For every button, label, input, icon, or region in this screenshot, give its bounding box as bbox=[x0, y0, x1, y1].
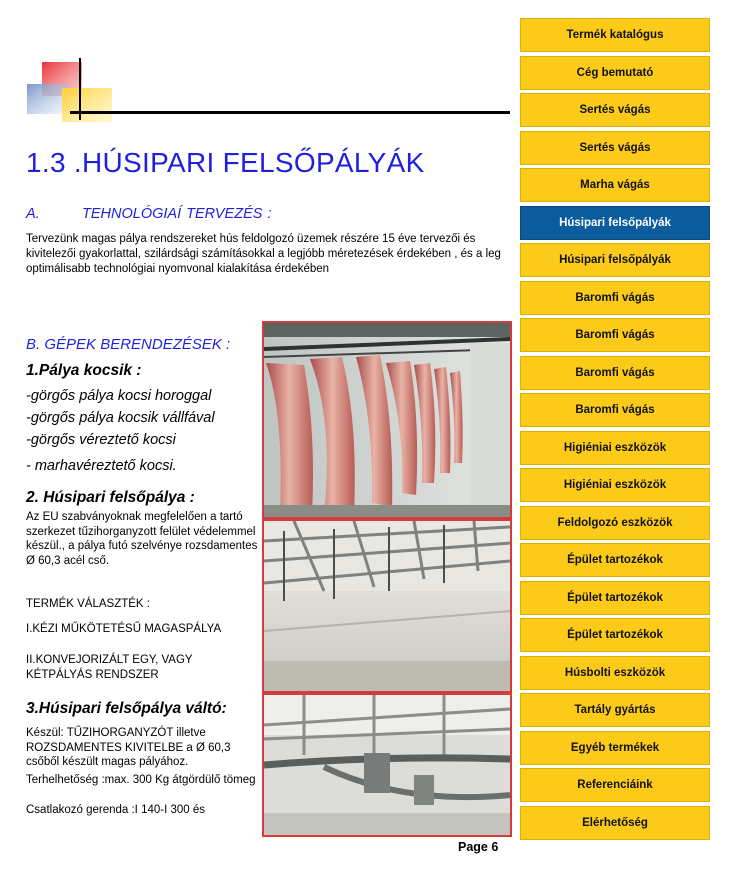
range-item-conveyor: II.KONVEJORIZÁLT EGY, VAGY KÉTPÁLYÁS RENDSZER bbox=[26, 654, 193, 681]
side-navigation bbox=[520, 18, 710, 840]
overhead-rail-text: Az EU szabványoknak megfelelően a tartó szerkezet tűzihorganyzott felület védelemmel készül., a pálya futó szelvénye rozsdamentes Ø 60,3 acél cső. bbox=[26, 511, 258, 567]
nav-item-overhead-rails[interactable]: Húsipari felsőpályák bbox=[520, 243, 710, 277]
nav-item-references[interactable]: Referenciáink bbox=[520, 768, 710, 802]
section-b-heading: B. GÉPEK BERENDEZÉSEK : bbox=[26, 336, 231, 353]
page-number: Page 6 bbox=[458, 840, 499, 854]
photo-overhead-rail bbox=[262, 519, 512, 693]
nav-item-pig-slaughter-1[interactable]: Sertés vágás bbox=[520, 93, 710, 127]
nav-item-hygiene-1[interactable]: Higiéniai eszközök bbox=[520, 431, 710, 465]
range-label: TERMÉK VÁLASZTÉK : bbox=[26, 598, 150, 610]
list-item: -görgős véreztető kocsi bbox=[26, 432, 176, 448]
range-item-manual: I.KÉZI MŰKÖTETÉSŰ MAGASPÁLYA bbox=[26, 623, 222, 635]
nav-item-pig-slaughter-2[interactable]: Sertés vágás bbox=[520, 131, 710, 165]
nav-item-building-2[interactable]: Épület tartozékok bbox=[520, 581, 710, 615]
section-a-heading bbox=[26, 206, 271, 222]
rail-switch-beam: Csatlakozó gerenda :I 140-I 300 és bbox=[26, 804, 206, 816]
subheading-rail-trolleys: 1.Pálya kocsik : bbox=[26, 362, 142, 379]
header-divider bbox=[70, 111, 510, 114]
nav-item-poultry-3[interactable]: Baromfi vágás bbox=[520, 356, 710, 390]
nav-item-tanks[interactable]: Tartály gyártás bbox=[520, 693, 710, 727]
nav-item-cattle-slaughter[interactable]: Marha vágás bbox=[520, 168, 710, 202]
list-item: - marhavéreztető kocsi. bbox=[26, 458, 177, 474]
trolley-list bbox=[26, 388, 215, 477]
nav-item-overhead-rails-active[interactable]: Húsipari felsőpályák bbox=[520, 206, 710, 240]
nav-item-contact[interactable]: Elérhetőség bbox=[520, 806, 710, 840]
page-title: 1.3 .HÚSIPARI FELSŐPÁLYÁK bbox=[26, 147, 425, 178]
nav-item-catalog[interactable]: Termék katalógus bbox=[520, 18, 710, 52]
list-item: -görgős pálya kocsi horoggal bbox=[26, 388, 212, 404]
section-a-number: A. bbox=[26, 206, 40, 222]
nav-item-building-3[interactable]: Épület tartozékok bbox=[520, 618, 710, 652]
nav-item-hygiene-2[interactable]: Higiéniai eszközök bbox=[520, 468, 710, 502]
nav-item-butcher-shop[interactable]: Húsbolti eszközök bbox=[520, 656, 710, 690]
nav-item-building-1[interactable]: Épület tartozékok bbox=[520, 543, 710, 577]
photo-hanging-carcasses bbox=[262, 321, 512, 519]
nav-item-processing[interactable]: Feldolgozó eszközök bbox=[520, 506, 710, 540]
nav-item-company[interactable]: Cég bemutató bbox=[520, 56, 710, 90]
nav-item-poultry-4[interactable]: Baromfi vágás bbox=[520, 393, 710, 427]
nav-item-other-products[interactable]: Egyéb termékek bbox=[520, 731, 710, 765]
nav-item-poultry-2[interactable]: Baromfi vágás bbox=[520, 318, 710, 352]
subheading-overhead-rail: 2. Húsipari felsőpálya : bbox=[26, 489, 195, 506]
rail-switch-load: Terhelhetőség :max. 300 Kg átgördülő tömeg bbox=[26, 774, 256, 786]
photo-rail-switch bbox=[262, 693, 512, 837]
list-item: -görgős pálya kocsik vállfával bbox=[26, 410, 215, 426]
subheading-rail-switch: 3.Húsipari felsőpálya váltó: bbox=[26, 700, 227, 717]
nav-item-poultry-1[interactable]: Baromfi vágás bbox=[520, 281, 710, 315]
logo-graphic bbox=[24, 48, 144, 128]
section-a-title: TEHNOLÓGIAÍ TERVEZÉS : bbox=[82, 206, 272, 222]
section-a-text: Tervezünk magas pálya rendszereket hús feldolgozó üzemek részére 15 éve tervezői és kivitelezői gyakorlattal, szilárdsági számításokkal a legjóbb méretezések érdekében , és a leg optimálisabb technológiai nyomvonal kialakítása érdekében bbox=[26, 233, 501, 275]
rail-switch-text: Készül: TŰZIHORGANYZÓT illetve ROZSDAMENTES KIVITELBE a Ø 60,3 csőből készült magas pályához. bbox=[26, 727, 231, 768]
